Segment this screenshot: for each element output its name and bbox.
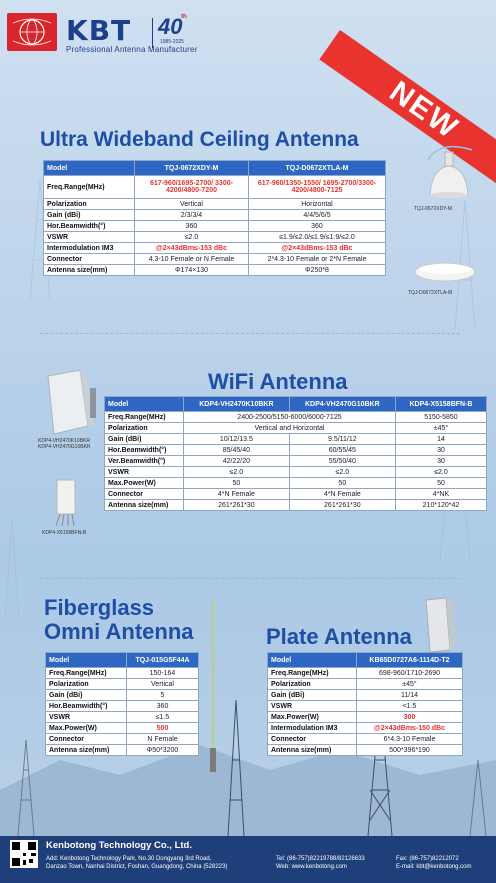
row-label: Antenna size(mm)	[46, 745, 127, 756]
row-label: Freq.Range(MHz)	[105, 412, 184, 423]
row-label: Freq.Range(MHz)	[44, 176, 135, 199]
table-row	[268, 723, 463, 734]
table-cell: Φ50*3200	[127, 745, 199, 756]
row-label: Antenna size(mm)	[105, 500, 184, 511]
table-cell: 10/12/13.5	[184, 434, 290, 445]
table-cell: Φ250*8	[248, 265, 385, 276]
table-row	[44, 221, 386, 232]
table-row	[105, 434, 487, 445]
row-label: Ver.Beamwidth(°)	[105, 456, 184, 467]
telephone: Tel: (86-757)82219788/82126633	[276, 856, 365, 862]
table-cell: 360	[248, 221, 385, 232]
table-cell: 30	[395, 456, 486, 467]
row-label: Freq.Range(MHz)	[268, 668, 357, 679]
qr-code-icon	[10, 840, 38, 868]
table-row	[44, 232, 386, 243]
row-label: Connector	[268, 734, 357, 745]
row-label: Connector	[105, 489, 184, 500]
table-cell: 42/22/20	[184, 456, 290, 467]
table-cell: @2×43dBm≤-153 dBc	[135, 243, 249, 254]
table-row	[44, 254, 386, 265]
table-header-cell: KDP4-VH2470G10BKR	[289, 397, 395, 412]
table-row	[105, 445, 487, 456]
table-cell: 261*261*30	[289, 500, 395, 511]
website-link[interactable]: Web: www.kenbotong.com	[276, 864, 347, 870]
table-header-cell: KDP4-X5158BFN-B	[395, 397, 486, 412]
table-row	[105, 500, 487, 511]
table-cell: ≤2.0	[135, 232, 249, 243]
row-label: Max.Power(W)	[46, 723, 127, 734]
company-logo-mark	[7, 13, 57, 51]
table-cell: Φ174×130	[135, 265, 249, 276]
table-cell: ±45°	[357, 679, 463, 690]
section-divider	[40, 333, 460, 334]
row-label: Intermodulation IM3	[44, 243, 135, 254]
table-row	[46, 712, 199, 723]
table-cell: 30	[395, 445, 486, 456]
table-row	[46, 734, 199, 745]
wifi-image-label-3: KDP4-X5158BFN-B	[42, 530, 87, 536]
fiberglass-antenna-image	[203, 598, 223, 776]
table-cell: ≤2.0	[184, 467, 290, 478]
table-row	[46, 690, 199, 701]
table-cell: 2400-2500/5150-6000/6000-7125	[184, 412, 396, 423]
table-cell: 4/4/5/6/5	[248, 210, 385, 221]
table-row	[268, 712, 463, 723]
table-cell: 4*N Female	[184, 489, 290, 500]
table-cell: Vertical	[127, 679, 199, 690]
table-cell: 55/50/40	[289, 456, 395, 467]
row-label: Intermodulation IM3	[268, 723, 357, 734]
table-header-cell: TQJ-D0672XTLA-M	[248, 161, 385, 176]
anniversary-years: 1985-2025	[160, 39, 184, 45]
tagline: Professional Antenna Manufacturer	[66, 45, 198, 54]
table-row	[268, 679, 463, 690]
table-cell: 4*N Female	[289, 489, 395, 500]
table-cell: 5150-5850	[395, 412, 486, 423]
plate-antenna-image	[420, 596, 460, 654]
table-row	[44, 265, 386, 276]
table-cell: ≤1.9/≤2.0/≤1.9/≤1.9/≤2.0	[248, 232, 385, 243]
company-name: Kenbotong Technology Co., Ltd.	[46, 840, 192, 851]
row-label: Hor.Beamwidth(°)	[46, 701, 127, 712]
row-label: VSWR	[44, 232, 135, 243]
table-cell: @2×43dBm≤-150 dBc	[357, 723, 463, 734]
row-label: VSWR	[268, 701, 357, 712]
table-cell: 300	[357, 712, 463, 723]
table-cell: 6*4.3-10 Female	[357, 734, 463, 745]
row-label: VSWR	[105, 467, 184, 478]
row-label: VSWR	[46, 712, 127, 723]
table-cell: 50	[289, 478, 395, 489]
row-label: Antenna size(mm)	[268, 745, 357, 756]
wifi-section-title: WiFi Antenna	[208, 369, 348, 394]
table-row	[46, 701, 199, 712]
new-ribbon-text: NEW	[383, 74, 465, 146]
table-row	[44, 176, 386, 199]
row-label: Polarization	[268, 679, 357, 690]
table-row	[44, 210, 386, 221]
anniversary-number: 40	[158, 14, 183, 39]
table-row	[46, 723, 199, 734]
table-cell: 500*396*190	[357, 745, 463, 756]
table-cell: 5	[127, 690, 199, 701]
wifi-image-label-2: KDP4-VH2470G10BKR	[38, 444, 91, 450]
row-label: Hor.Beamwidth(°)	[44, 221, 135, 232]
table-cell: 4.3-10 Female or N Female	[135, 254, 249, 265]
table-cell: 2/3/3/4	[135, 210, 249, 221]
row-label: Gain (dBi)	[105, 434, 184, 445]
address-line-1: Add: Kenbotong Technology Park, No.30 Dongyang 3rd Road,	[46, 856, 212, 862]
table-cell: ≤1.5	[127, 712, 199, 723]
address-line-2: Danzao Town, Nanhai District, Foshan, Guangdong, China (528223)	[46, 864, 228, 870]
table-row	[44, 243, 386, 254]
table-header-cell: Model	[105, 397, 184, 412]
ceiling-image-label-1: TQJ-0672XDY-M	[414, 206, 452, 212]
table-cell: @2×43dBm≤-153 dBc	[248, 243, 385, 254]
fax: Fax: (86-757)82212072	[396, 856, 459, 862]
table-row	[46, 668, 199, 679]
table-cell: 360	[127, 701, 199, 712]
table-cell: 500	[127, 723, 199, 734]
row-label: Connector	[46, 734, 127, 745]
table-row	[44, 199, 386, 210]
fiberglass-title-line1: Fiberglass	[44, 595, 155, 620]
table-header-cell: TQJ-015G5F44A	[127, 653, 199, 668]
table-row	[268, 745, 463, 756]
row-label: Freq.Range(MHz)	[46, 668, 127, 679]
anniversary-suffix: th	[181, 14, 187, 20]
row-label: Hor.Beamwidth(°)	[105, 445, 184, 456]
table-row	[268, 701, 463, 712]
fiberglass-section-title	[44, 596, 194, 644]
ceiling-antenna-flat-image	[410, 252, 480, 288]
row-label: Polarization	[46, 679, 127, 690]
email-link[interactable]: E-mail: kbt@kenbotong.com	[396, 864, 472, 870]
table-cell: ±45°	[395, 423, 486, 434]
table-cell: 360	[135, 221, 249, 232]
ceiling-spec-table	[43, 160, 386, 276]
ceiling-image-label-2: TQJ-D0672XTLA-M	[408, 290, 453, 296]
table-cell: 4*NK	[395, 489, 486, 500]
wifi-panel-antenna-image	[38, 368, 102, 438]
wifi-small-antenna-image	[52, 478, 86, 528]
table-cell: Vertical	[135, 199, 249, 210]
table-cell: 11/14	[357, 690, 463, 701]
table-cell: 85/45/40	[184, 445, 290, 456]
table-row	[105, 456, 487, 467]
table-row	[46, 745, 199, 756]
table-row	[105, 412, 487, 423]
table-cell: 50	[395, 478, 486, 489]
table-header-cell: KDP4-VH2470K10BKR	[184, 397, 290, 412]
row-label: Polarization	[44, 199, 135, 210]
row-label: Gain (dBi)	[44, 210, 135, 221]
table-cell: 9.5/11/12	[289, 434, 395, 445]
table-header-cell: Model	[46, 653, 127, 668]
table-cell: 698-960/1710-2690	[357, 668, 463, 679]
logo-divider	[152, 18, 153, 48]
table-cell: 14	[395, 434, 486, 445]
table-cell: Vertical and Horizontal	[184, 423, 396, 434]
table-cell: 617-960/1695-2700/ 3300-4200/4800-7200	[135, 176, 249, 199]
table-cell: ≤2.0	[289, 467, 395, 478]
wifi-spec-table	[104, 396, 487, 511]
row-label: Connector	[44, 254, 135, 265]
table-cell: <1.5	[357, 701, 463, 712]
table-row	[268, 690, 463, 701]
table-row	[105, 423, 487, 434]
table-cell: N Female	[127, 734, 199, 745]
table-cell: 261*261*30	[184, 500, 290, 511]
table-cell: Horizontal	[248, 199, 385, 210]
table-cell: 2*4.3-10 Female or 2*N Female	[248, 254, 385, 265]
row-label: Gain (dBi)	[268, 690, 357, 701]
table-cell: 60/55/45	[289, 445, 395, 456]
table-header-cell: Model	[268, 653, 357, 668]
table-header-cell: TQJ-0672XDY-M	[135, 161, 249, 176]
table-row	[268, 668, 463, 679]
table-row	[105, 489, 487, 500]
table-cell: ≤2.0	[395, 467, 486, 478]
table-cell: 210*120*42	[395, 500, 486, 511]
table-header-cell: Model	[44, 161, 135, 176]
table-row	[105, 467, 487, 478]
fiberglass-spec-table	[45, 652, 199, 756]
wifi-image-label-1: KDP4-VH2470K10BKR	[38, 438, 90, 444]
plate-section-title: Plate Antenna	[266, 624, 412, 649]
table-header-cell: KB65D0727A6-1114D-T2	[357, 653, 463, 668]
table-row	[46, 679, 199, 690]
ceiling-section-title: Ultra Wideband Ceiling Antenna	[40, 128, 359, 151]
row-label: Max.Power(W)	[268, 712, 357, 723]
section-divider	[40, 578, 460, 579]
table-row	[268, 734, 463, 745]
table-cell: 617-960/1350-1550/ 1695-2700/3300-4200/4800-7125	[248, 176, 385, 199]
row-label: Max.Power(W)	[105, 478, 184, 489]
plate-spec-table	[267, 652, 463, 756]
row-label: Antenna size(mm)	[44, 265, 135, 276]
row-label: Gain (dBi)	[46, 690, 127, 701]
logo-text: KBT	[66, 14, 132, 47]
fiberglass-title-line2: Omni Antenna	[44, 619, 194, 644]
ceiling-antenna-dome-image	[420, 140, 480, 210]
table-cell: 50	[184, 478, 290, 489]
table-cell: 150-164	[127, 668, 199, 679]
table-row	[105, 478, 487, 489]
row-label: Polarization	[105, 423, 184, 434]
